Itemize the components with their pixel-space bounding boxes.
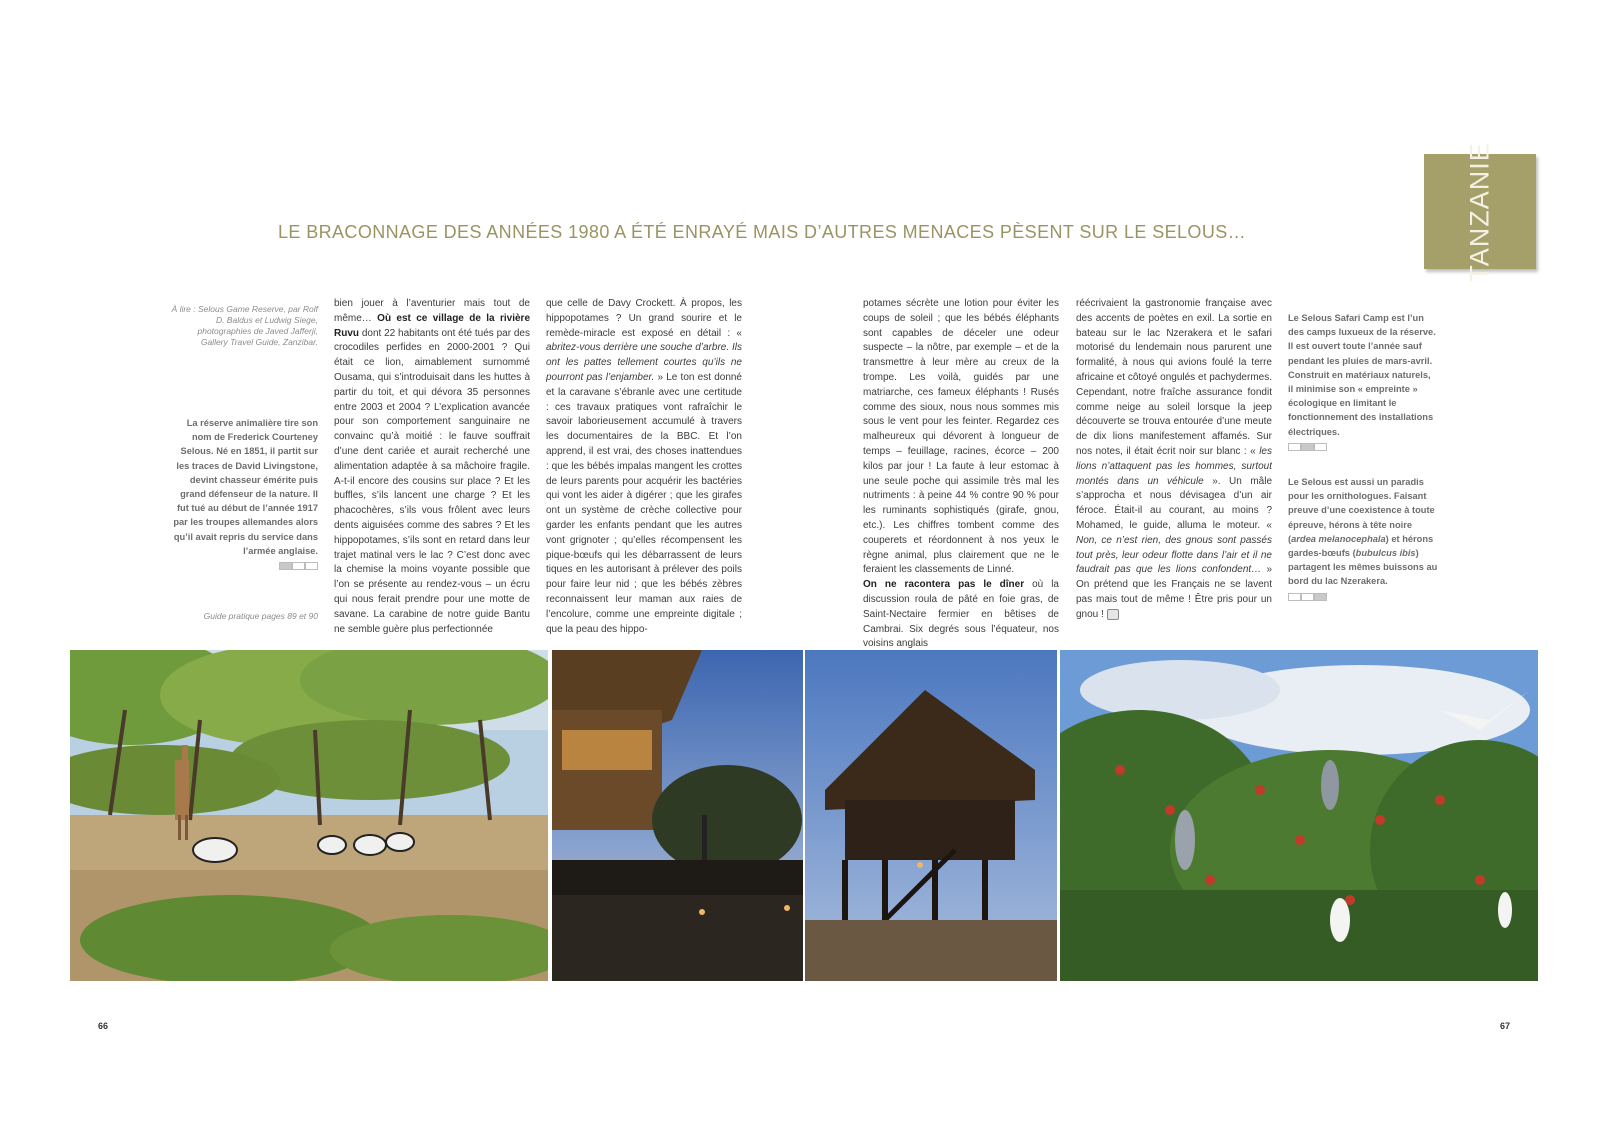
birds-species-1: ardea melanocephala	[1291, 533, 1386, 544]
article-column-2	[546, 297, 742, 637]
caption-position-marker	[1288, 593, 1327, 601]
col3-text-a: potames sécrète une lotion pour éviter les coups de soleil ; que les bébés éléphants sont capables de déceler une odeur suspecte – la nôtre, par exemple – et de la transmettre à leur mère au creux de la trompe. Les voilà, guidés par une matriarche, ces fameux éléphants ! Rusés comme des sioux, nous nous sommes mis sous le vent pour les feinter. Regardez ces malheureux qui dévorent à longueur de temps – feuillage, racines, écorce – 200 kilos par jour ! La faute à leur estomac à une seule poche qui assimile très mal les nutriments : à peine 44 % contre 90 % pour les ruminants sophistiqués (girafe, gnou, etc.). Les chiffres tombent comme des couperets et réordonnent à nos yeux le règne animal, plus clairement que ne le feraient les classements de Linné.	[863, 298, 1059, 576]
article-column-1	[334, 297, 530, 637]
col4-text-b: ». Un mâle s’approcha et nous dévisagea d’un air féroce. Était-il au courant, au moins ? Mohamed, le guide, alluma le moteur. «	[1076, 475, 1272, 531]
col1-lead-in: Où est ce village de la rivière Ruvu	[334, 312, 530, 339]
caption-position-marker	[279, 562, 318, 570]
savanna-photo	[70, 650, 548, 981]
reading-source-note: À lire : Selous Game Reserve, par Rolf D. Baldus et Ludwig Siege, photographies de Javed Jafferji, Gallery Travel Guide, Zanzibar.	[171, 304, 318, 347]
col2-quote: abritez-vous derrière une souche d’arbre. Ils ont les pattes tellement courtes qu’ils ne pourront pas l’enjamber.	[546, 342, 742, 383]
lodge-dusk-photo-right	[805, 650, 1057, 981]
col4-text-a: réécrivaient la gastronomie française avec des accents de poètes en exil. La sortie en bateau sur le lac Nzerakera et le safari motorisé du lendemain nous parurent une formalité, à nous qui avions foulé la terre africaine et côtoyé ongulés et pachydermes. Cependant, notre fraîche assurance fondit comme neige au soleil lorsque la jeep découverte se trouva entourée d’une meute de dix lions manifestement affamés. Sur nos notes, il était écrit noir sur blanc : «	[1076, 298, 1272, 457]
caption-position-marker	[1288, 443, 1327, 451]
col1-text-b: dont 22 habitants ont été tués par des crocodiles perfides en 2000-2001 ? Qui était ce lion, aimablement surnommé Ousama, qui s’introduisait dans les huttes à partir du toit, et qui dévora 35 personnes entre 2003 et 2004 ? L’explication avancée pour son comportement sanguinaire ne convainc qu’à moitié : le fauve souffrait d’une dent cariée et aurait recherché une alimentation adaptée à sa mâchoire fragile. A-t-il encore des cousins sur place ? Et les buffles, s’ils lancent une charge ? Et les phacochères, s’ils vous frôlent avec leurs dents aiguisées comme des sabres ? Et les hippopotames, s’ils sont en retard dans leur trajet matinal vers le lac ? C’est donc avec la chemise la moins voyante possible que l’on se présente au rendez-vous – un écru qui nous ferait prendre pour une motte de savane. La carabine de notre guide Bantu ne semble guère plus perfectionnée	[334, 327, 530, 635]
birds-text-b: ) et hérons gardes-bœufs (	[1288, 533, 1434, 559]
selous-bio-text: La réserve animalière tire son nom de Frederick Courteney Selous. Né en 1851, il partit sur les traces de David Livingstone, devint chasseur émérite puis grand défenseur de la nature. Il fut tué au début de l’année 1917 par les troupes allemandes alors qu’il avait repris du service dans l’armée anglaise.	[173, 418, 318, 556]
col3-lead-in: On ne racontera pas le dîner	[863, 579, 1025, 591]
birds-text	[1288, 475, 1438, 589]
col3-text-b: où la discussion roula de pâté en foie gras, de Saint-Nectaire fermier en bêtises de Cambrai. Six degrés sous l’équateur, nos voisins anglais	[863, 579, 1059, 650]
herons-photo	[1060, 650, 1538, 981]
safari-camp-caption	[1288, 311, 1438, 455]
article-column-4	[1076, 297, 1272, 623]
page-number-left: 66	[98, 1021, 109, 1031]
lodge-dusk-photo-left	[552, 650, 803, 981]
section-tab-label: TANZANIE	[1464, 142, 1495, 282]
birds-species-2: bubulcus ibis	[1355, 548, 1416, 559]
birds-text-a: Le Selous est aussi un paradis pour les ornithologues. Faisant preuve d’une coexistence à toute épreuve, hérons à tête noire (	[1288, 477, 1435, 544]
col4-text-c: » On prétend que les Français ne se lavent pas mais tout de même ! Être pris pour un gnou !	[1076, 564, 1272, 620]
guide-reference: Guide pratique pages 89 et 90	[203, 611, 318, 621]
birds-text-c: ) partagent les mêmes buissons au bord du lac Nzerakera.	[1288, 548, 1438, 587]
selous-bio-caption	[170, 416, 318, 574]
col2-text-b: » Le ton est donné et la caravane s’ébranle avec une certitude : ces travaux pratiques vont rafraîchir le savoir laborieusement accumulé à travers les documentaires de la BBC. Et l’on apprend, il est vrai, des choses inattendues : que les bébés impalas mangent les crottes de leurs parents pour acquérir les bactéries qui vont les aider à digérer ; que les girafes ont un système de crèche collective pour garder les enfants pendant que les autres vont grignoter ; qu’elles récompensent les pique-bœufs qui les débarrassent de leurs tiques en les autorisant à prélever des poils pour faire leur nid ; que les bébés zèbres reconnaissent leur maman aux raies de l’encolure, comme une empreinte digitale ; que la peau des hippo-	[546, 371, 742, 635]
article-column-3	[863, 297, 1059, 652]
col4-quote-1: les lions n’attaquent pas les hommes, surtout montés dans un véhicule	[1076, 445, 1272, 487]
headline: LE BRACONNAGE DES ANNÉES 1980 A ÉTÉ ENRAYÉ MAIS D’AUTRES MENACES PÈSENT SUR LE SELOUS…	[278, 222, 1247, 242]
birds-caption	[1288, 475, 1438, 605]
section-tab	[1424, 142, 1536, 282]
col1-text-a: bien jouer à l’aventurier mais tout de même…	[334, 298, 530, 324]
safari-camp-text: Le Selous Safari Camp est l’un des camps luxueux de la réserve. Il est ouvert toute l’année sauf pendant les pluies de mars-avril. Construit en matériaux naturels, il minimise son « empreinte » écologique en limitant le fonctionnement des installations électriques.	[1288, 313, 1436, 437]
col4-quote-2: Non, ce n’est rien, des gnous sont passés tout près, leur odeur flotte dans l’air et il ne faudrait pas que les lions confondent…	[1076, 534, 1272, 576]
page-number-right: 67	[1500, 1021, 1511, 1031]
col2-text-a: que celle de Davy Crockett. À propos, les hippopotames ? Un grand sourire et le remède-miracle est exposé en détail : «	[546, 298, 742, 339]
end-of-article-icon	[1107, 609, 1119, 620]
